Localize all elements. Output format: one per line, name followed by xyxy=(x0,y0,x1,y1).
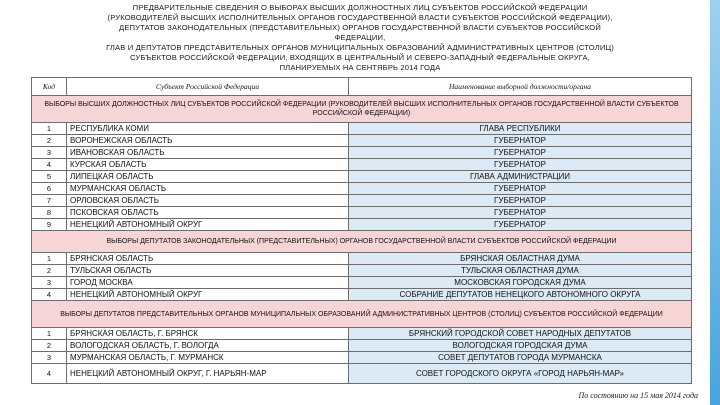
row-number: 1 xyxy=(32,328,67,340)
row-post: ГУБЕРНАТОР xyxy=(349,195,692,207)
row-number: 7 xyxy=(32,195,67,207)
row-number: 9 xyxy=(32,219,67,231)
as-of-date-note: По состоянию на 15 мая 2014 года xyxy=(578,391,698,400)
row-number: 2 xyxy=(32,265,67,277)
row-post: ГУБЕРНАТОР xyxy=(349,135,692,147)
heading-line: ДЕПУТАТОВ ЗАКОНОДАТЕЛЬНЫХ (ПРЕДСТАВИТЕЛЬНЫХ) ОРГАНОВ ГОСУДАРСТВЕННОЙ ВЛАСТИ СУБЪЕКТОВ РОССИЙСКОЙ xyxy=(119,23,601,32)
row-subject: РЕСПУБЛИКА КОМИ xyxy=(67,123,349,135)
table-row xyxy=(32,183,692,195)
row-subject: НЕНЕЦКИЙ АВТОНОМНЫЙ ОКРУГ, Г. НАРЬЯН-МАР xyxy=(67,364,349,384)
row-post: СОВЕТ ГОРОДСКОГО ОКРУГА «ГОРОД НАРЬЯН-МАР» xyxy=(349,364,692,384)
row-number: 3 xyxy=(32,277,67,289)
column-header-post: Наименование выборной должности/органа xyxy=(349,78,692,96)
table-row xyxy=(32,147,692,159)
table-row xyxy=(32,195,692,207)
row-subject: ИВАНОВСКАЯ ОБЛАСТЬ xyxy=(67,147,349,159)
row-number: 1 xyxy=(32,123,67,135)
table-row xyxy=(32,289,692,301)
table-row xyxy=(32,171,692,183)
row-number: 4 xyxy=(32,364,67,384)
row-subject: КУРСКАЯ ОБЛАСТЬ xyxy=(67,159,349,171)
row-number: 8 xyxy=(32,207,67,219)
row-subject: ВОРОНЕЖСКАЯ ОБЛАСТЬ xyxy=(67,135,349,147)
row-subject: НЕНЕЦКИЙ АВТОНОМНЫЙ ОКРУГ xyxy=(67,289,349,301)
heading-line: ГЛАВ И ДЕПУТАТОВ ПРЕДСТАВИТЕЛЬНЫХ ОРГАНОВ МУНИЦИПАЛЬНЫХ ОБРАЗОВАНИЙ АДМИНИСТРАТИВНЫХ ЦЕНТРОВ (СТОЛИЦ) xyxy=(106,43,614,52)
row-subject: МУРМАНСКАЯ ОБЛАСТЬ, Г. МУРМАНСК xyxy=(67,352,349,364)
heading-line: СУБЪЕКТОВ РОССИЙСКОЙ ФЕДЕРАЦИИ, ВХОДЯЩИХ В ЦЕНТРАЛЬНЫЙ И СЕВЕРО-ЗАПАДНЫЙ ФЕДЕРАЛЬНЫЕ ОКРУГА, xyxy=(130,53,590,62)
elections-table xyxy=(31,77,692,384)
table-row xyxy=(32,340,692,352)
row-number: 6 xyxy=(32,183,67,195)
heading-line: (РУКОВОДИТЕЛЕЙ ВЫСШИХ ИСПОЛНИТЕЛЬНЫХ ОРГАНОВ ГОСУДАРСТВЕННОЙ ВЛАСТИ СУБЪЕКТОВ РОССИЙСКОЙ ФЕДЕРАЦИИ), xyxy=(107,13,613,22)
row-post: ГУБЕРНАТОР xyxy=(349,147,692,159)
heading-line: ФЕДЕРАЦИИ, xyxy=(334,33,386,42)
row-post: МОСКОВСКАЯ ГОРОДСКАЯ ДУМА xyxy=(349,277,692,289)
row-post: СОВЕТ ДЕПУТАТОВ ГОРОДА МУРМАНСКА xyxy=(349,352,692,364)
row-subject: НЕНЕЦКИЙ АВТОНОМНЫЙ ОКРУГ xyxy=(67,219,349,231)
table-row xyxy=(32,123,692,135)
section-title: ВЫБОРЫ ВЫСШИХ ДОЛЖНОСТНЫХ ЛИЦ СУБЪЕКТОВ РОССИЙСКОЙ ФЕДЕРАЦИИ (РУКОВОДИТЕЛЕЙ ВЫСШИХ ИСПОЛНИТЕЛЬНЫХ ОРГАНОВ ГОСУДАРСТВЕННОЙ ВЛАСТИ СУБЪЕКТОВ РОССИЙСКОЙ ФЕДЕРАЦИИ) xyxy=(32,96,692,123)
row-post: БРЯНСКИЙ ГОРОДСКОЙ СОВЕТ НАРОДНЫХ ДЕПУТАТОВ xyxy=(349,328,692,340)
row-subject: ЛИПЕЦКАЯ ОБЛАСТЬ xyxy=(67,171,349,183)
document-heading xyxy=(30,3,690,77)
heading-line: ПРЕДВАРИТЕЛЬНЫЕ СВЕДЕНИЯ О ВЫБОРАХ ВЫСШИХ ДОЛЖНОСТНЫХ ЛИЦ СУБЪЕКТОВ РОССИЙСКОЙ ФЕДЕРАЦИИ xyxy=(132,3,588,12)
row-post: СОБРАНИЕ ДЕПУТАТОВ НЕНЕЦКОГО АВТОНОМНОГО ОКРУГА xyxy=(349,289,692,301)
row-number: 5 xyxy=(32,171,67,183)
row-post: БРЯНСКАЯ ОБЛАСТНАЯ ДУМА xyxy=(349,253,692,265)
row-post: ВОЛОГОДСКАЯ ГОРОДСКАЯ ДУМА xyxy=(349,340,692,352)
row-number: 3 xyxy=(32,147,67,159)
table-row xyxy=(32,207,692,219)
row-post: ГЛАВА АДМИНИСТРАЦИИ xyxy=(349,171,692,183)
table-row xyxy=(32,135,692,147)
row-number: 3 xyxy=(32,352,67,364)
row-post: ГУБЕРНАТОР xyxy=(349,159,692,171)
row-number: 1 xyxy=(32,253,67,265)
row-number: 4 xyxy=(32,159,67,171)
column-header-code: Код xyxy=(32,78,67,96)
section-header-municipal-councils xyxy=(32,301,692,328)
table-row xyxy=(32,328,692,340)
table-header-row xyxy=(32,78,692,96)
row-subject: ТУЛЬСКАЯ ОБЛАСТЬ xyxy=(67,265,349,277)
section-header-regional-legislatures xyxy=(32,231,692,253)
row-post: ГЛАВА РЕСПУБЛИКИ xyxy=(349,123,692,135)
row-post: ГУБЕРНАТОР xyxy=(349,207,692,219)
table-row xyxy=(32,265,692,277)
section-title: ВЫБОРЫ ДЕПУТАТОВ ЗАКОНОДАТЕЛЬНЫХ (ПРЕДСТАВИТЕЛЬНЫХ) ОРГАНОВ ГОСУДАРСТВЕННОЙ ВЛАСТИ СУБЪЕКТОВ РОССИЙСКОЙ ФЕДЕРАЦИИ xyxy=(32,231,692,253)
row-subject: ПСКОВСКАЯ ОБЛАСТЬ xyxy=(67,207,349,219)
row-post: ГУБЕРНАТОР xyxy=(349,219,692,231)
row-subject: ГОРОД МОСКВА xyxy=(67,277,349,289)
row-subject: ВОЛОГОДСКАЯ ОБЛАСТЬ, Г. ВОЛОГДА xyxy=(67,340,349,352)
table-row xyxy=(32,253,692,265)
row-number: 4 xyxy=(32,289,67,301)
heading-line: ПЛАНИРУЕМЫХ НА СЕНТЯБРЬ 2014 ГОДА xyxy=(279,63,441,72)
row-subject: ОРЛОВСКАЯ ОБЛАСТЬ xyxy=(67,195,349,207)
table-row xyxy=(32,159,692,171)
table-row xyxy=(32,219,692,231)
row-number: 2 xyxy=(32,340,67,352)
row-subject: МУРМАНСКАЯ ОБЛАСТЬ xyxy=(67,183,349,195)
row-subject: БРЯНСКАЯ ОБЛАСТЬ, Г. БРЯНСК xyxy=(67,328,349,340)
row-post: ТУЛЬСКАЯ ОБЛАСТНАЯ ДУМА xyxy=(349,265,692,277)
row-number: 2 xyxy=(32,135,67,147)
row-post: ГУБЕРНАТОР xyxy=(349,183,692,195)
decorative-side-stripe xyxy=(710,0,720,405)
section-header-governors xyxy=(32,96,692,123)
section-title: ВЫБОРЫ ДЕПУТАТОВ ПРЕДСТАВИТЕЛЬНЫХ ОРГАНОВ МУНИЦИПАЛЬНЫХ ОБРАЗОВАНИЙ АДМИНИСТРАТИВНЫХ ЦЕНТРОВ (СТОЛИЦ) СУБЪЕКТОВ РОССИЙСКОЙ ФЕДЕРАЦИИ xyxy=(32,301,692,328)
column-header-subject: Субъект Российской Федерации xyxy=(67,78,349,96)
row-subject: БРЯНСКАЯ ОБЛАСТЬ xyxy=(67,253,349,265)
table-row xyxy=(32,277,692,289)
table-row xyxy=(32,352,692,364)
table-row xyxy=(32,364,692,384)
